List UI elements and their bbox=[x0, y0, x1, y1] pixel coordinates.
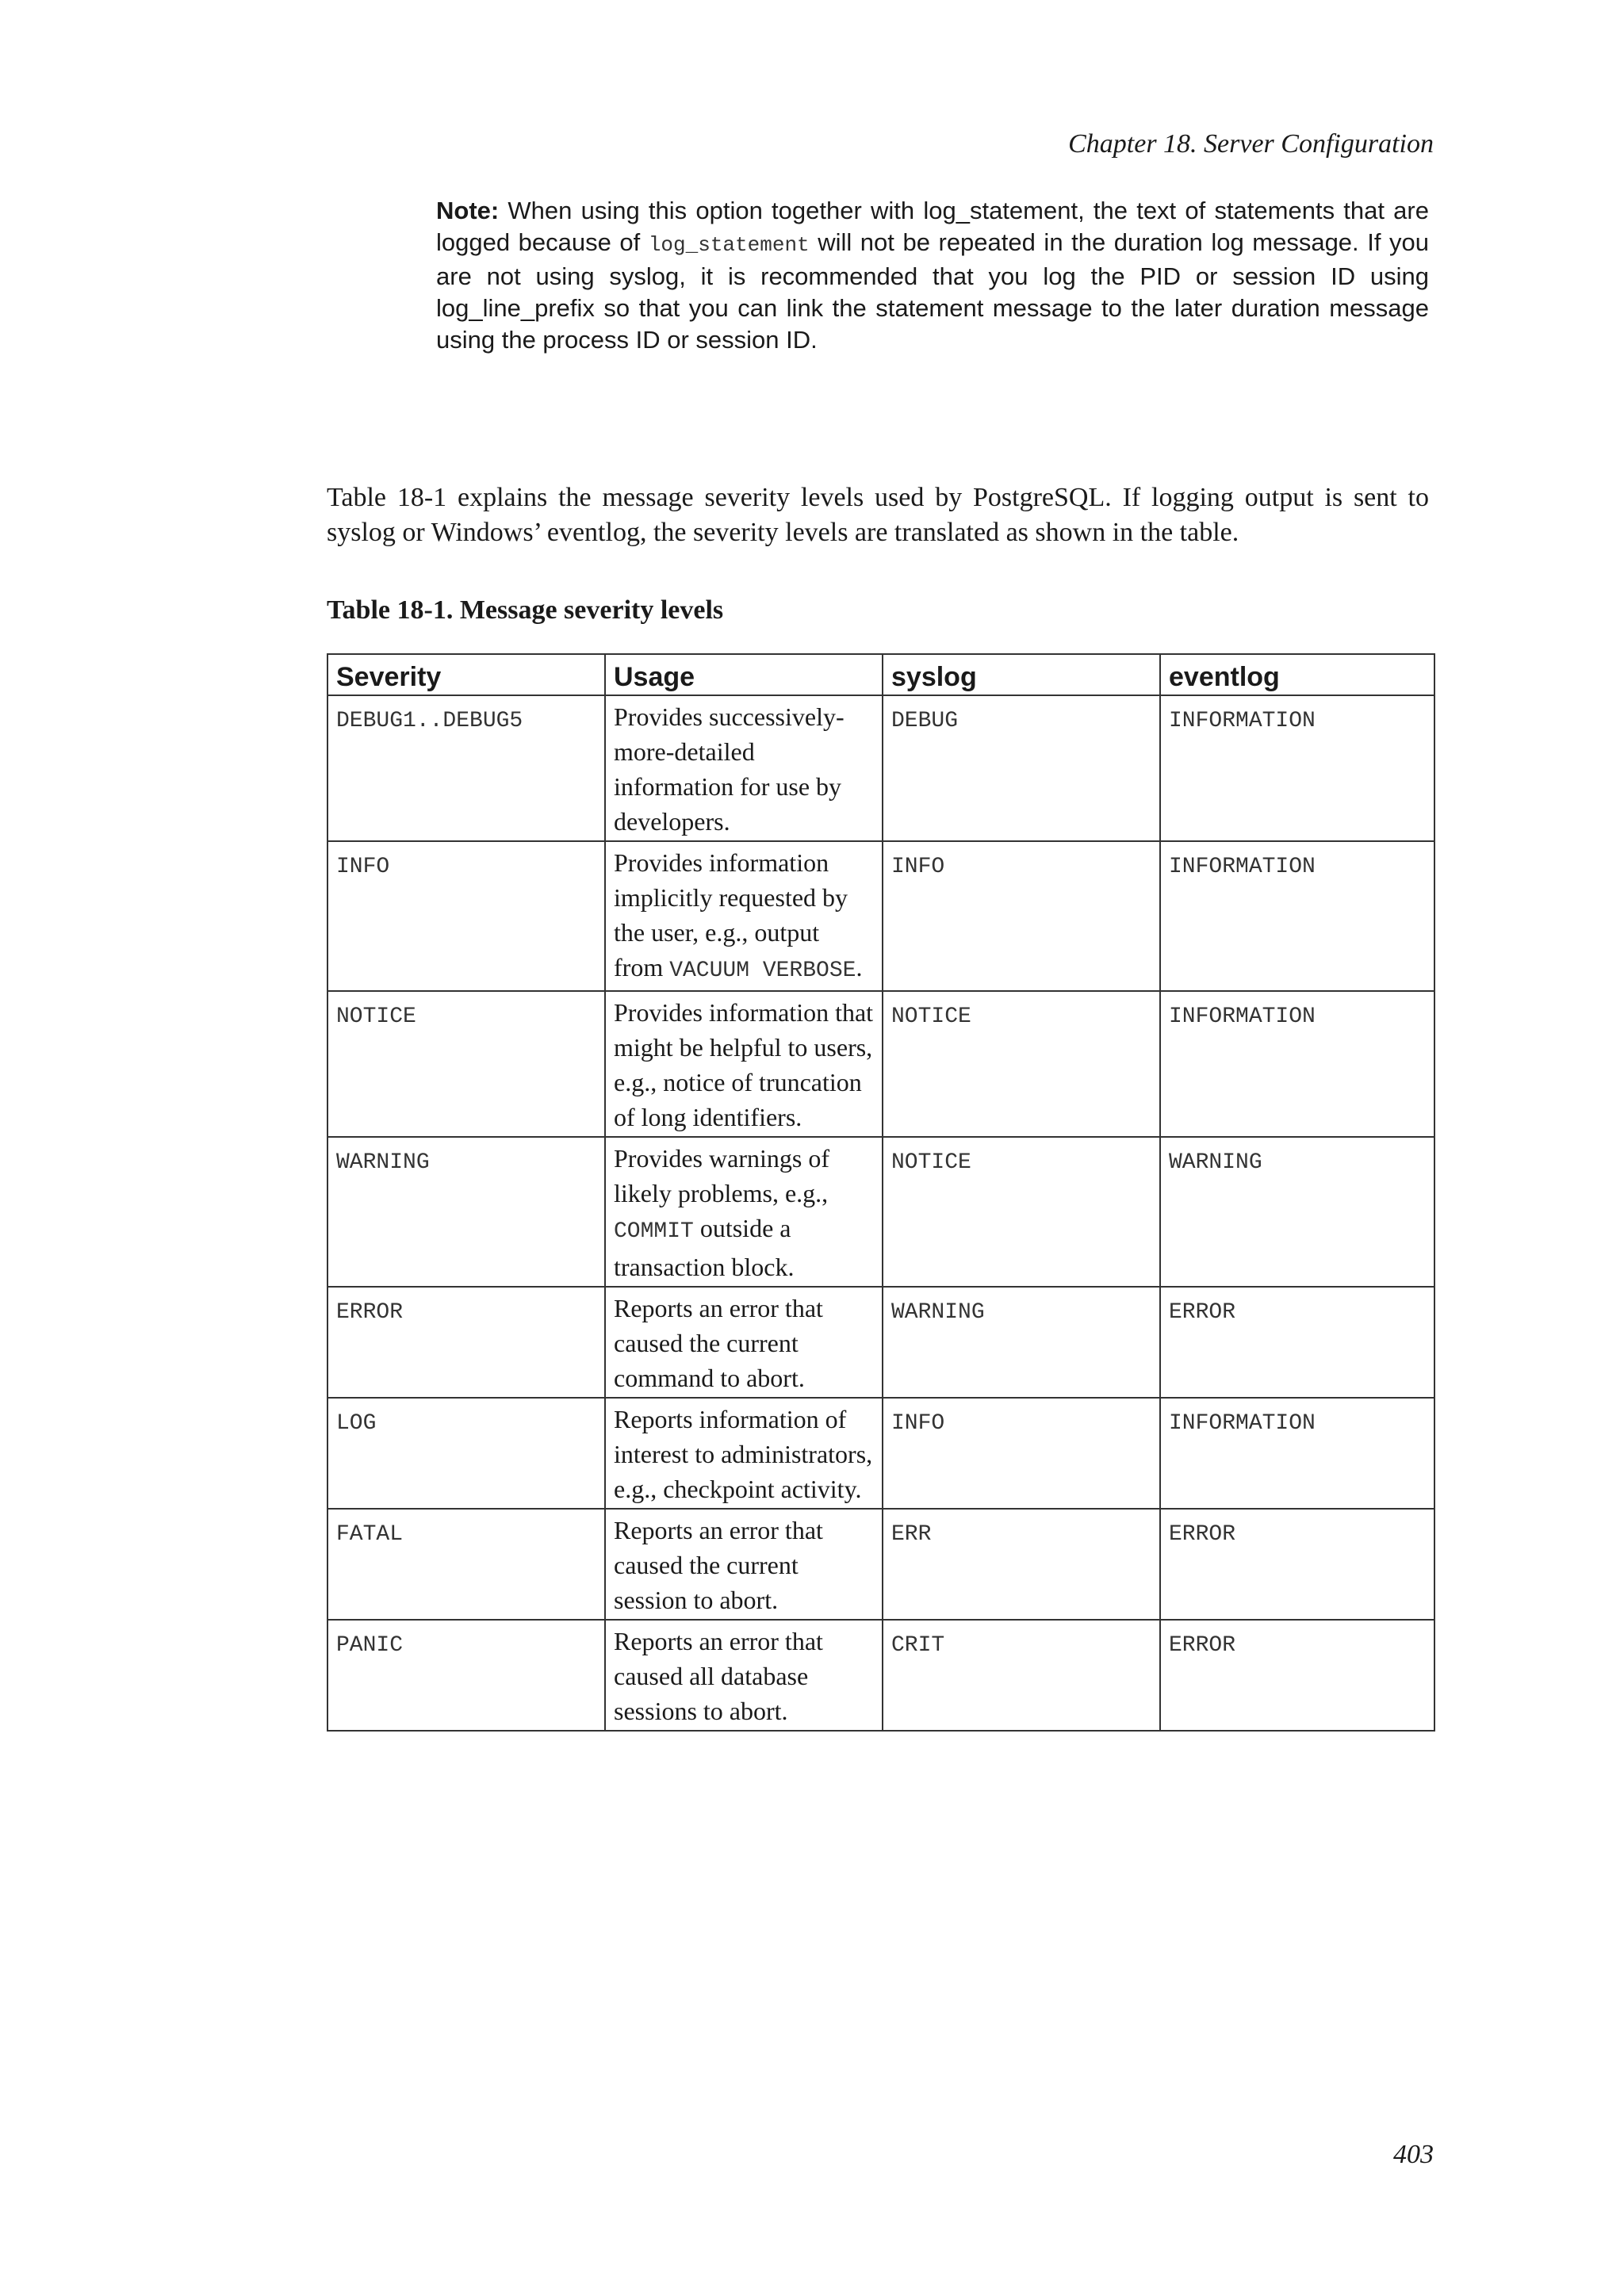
cell-usage bbox=[605, 1137, 883, 1287]
header-syslog: syslog bbox=[883, 654, 1160, 695]
usage-text: Provides warnings of likely problems, e.g., bbox=[614, 1144, 829, 1207]
cell-syslog: INFO bbox=[883, 841, 1160, 991]
cell-eventlog: INFORMATION bbox=[1160, 991, 1434, 1137]
cell-eventlog: INFORMATION bbox=[1160, 1398, 1434, 1509]
cell-usage bbox=[605, 841, 883, 991]
note-code-log-statement: log_statement bbox=[648, 233, 810, 257]
cell-usage: Provides successively-more-detailed information for use by developers. bbox=[605, 695, 883, 841]
running-header: Chapter 18. Server Configuration bbox=[1068, 129, 1434, 159]
header-usage: Usage bbox=[605, 654, 883, 695]
cell-severity: WARNING bbox=[327, 1137, 605, 1287]
cell-syslog: NOTICE bbox=[883, 1137, 1160, 1287]
usage-text: Provides information implicitly requested by the user, e.g., output from bbox=[614, 848, 848, 982]
usage-code: COMMIT bbox=[614, 1219, 694, 1244]
severity-table bbox=[327, 653, 1435, 1732]
cell-eventlog: ERROR bbox=[1160, 1509, 1434, 1620]
cell-severity: NOTICE bbox=[327, 991, 605, 1137]
cell-syslog: DEBUG bbox=[883, 695, 1160, 841]
table-row bbox=[327, 1287, 1434, 1398]
usage-code: VACUUM VERBOSE bbox=[669, 959, 856, 983]
note-text-2: will not be repeated in the duration log message. If you are not using syslog, it is recommended that you log the PID or session ID using log_line_prefix so that you can link the statement message to the later duration message using the process ID or session ID. bbox=[436, 228, 1429, 354]
cell-syslog: CRIT bbox=[883, 1620, 1160, 1731]
cell-severity: ERROR bbox=[327, 1287, 605, 1398]
cell-syslog: NOTICE bbox=[883, 991, 1160, 1137]
cell-eventlog: ERROR bbox=[1160, 1620, 1434, 1731]
header-severity: Severity bbox=[327, 654, 605, 695]
cell-syslog: ERR bbox=[883, 1509, 1160, 1620]
cell-usage: Reports information of interest to administrators, e.g., checkpoint activity. bbox=[605, 1398, 883, 1509]
table-row bbox=[327, 1137, 1434, 1287]
cell-syslog: INFO bbox=[883, 1398, 1160, 1509]
table-row bbox=[327, 1509, 1434, 1620]
table-row bbox=[327, 991, 1434, 1137]
usage-text: outside a transaction block. bbox=[614, 1214, 795, 1281]
cell-eventlog: INFORMATION bbox=[1160, 841, 1434, 991]
cell-severity: LOG bbox=[327, 1398, 605, 1509]
header-eventlog: eventlog bbox=[1160, 654, 1434, 695]
cell-severity: PANIC bbox=[327, 1620, 605, 1731]
cell-syslog: WARNING bbox=[883, 1287, 1160, 1398]
table-title: Table 18-1. Message severity levels bbox=[327, 595, 724, 625]
cell-usage: Reports an error that caused the current command to abort. bbox=[605, 1287, 883, 1398]
cell-severity: FATAL bbox=[327, 1509, 605, 1620]
intro-paragraph: Table 18-1 explains the message severity levels used by PostgreSQL. If logging output is sent to syslog or Windows’ eventlog, the severity levels are translated as shown in the table. bbox=[327, 483, 1429, 547]
note-label: Note: bbox=[436, 197, 500, 224]
note-text-1: When using this option together with log_statement, the text of statements that are logged because of bbox=[436, 197, 1429, 256]
note-block bbox=[436, 195, 1429, 356]
cell-usage: Reports an error that caused the current session to abort. bbox=[605, 1509, 883, 1620]
page-number: 403 bbox=[1393, 2140, 1434, 2169]
cell-severity: INFO bbox=[327, 841, 605, 991]
cell-eventlog: WARNING bbox=[1160, 1137, 1434, 1287]
table-row bbox=[327, 695, 1434, 841]
cell-severity: DEBUG1..DEBUG5 bbox=[327, 695, 605, 841]
cell-eventlog: ERROR bbox=[1160, 1287, 1434, 1398]
table-row bbox=[327, 1620, 1434, 1731]
cell-eventlog: INFORMATION bbox=[1160, 695, 1434, 841]
cell-usage: Provides information that might be helpful to users, e.g., notice of truncation of long identifiers. bbox=[605, 991, 883, 1137]
table-row bbox=[327, 1398, 1434, 1509]
usage-text: . bbox=[856, 953, 863, 982]
table-header-row bbox=[327, 654, 1434, 695]
cell-usage: Reports an error that caused all database sessions to abort. bbox=[605, 1620, 883, 1731]
table-row bbox=[327, 841, 1434, 991]
